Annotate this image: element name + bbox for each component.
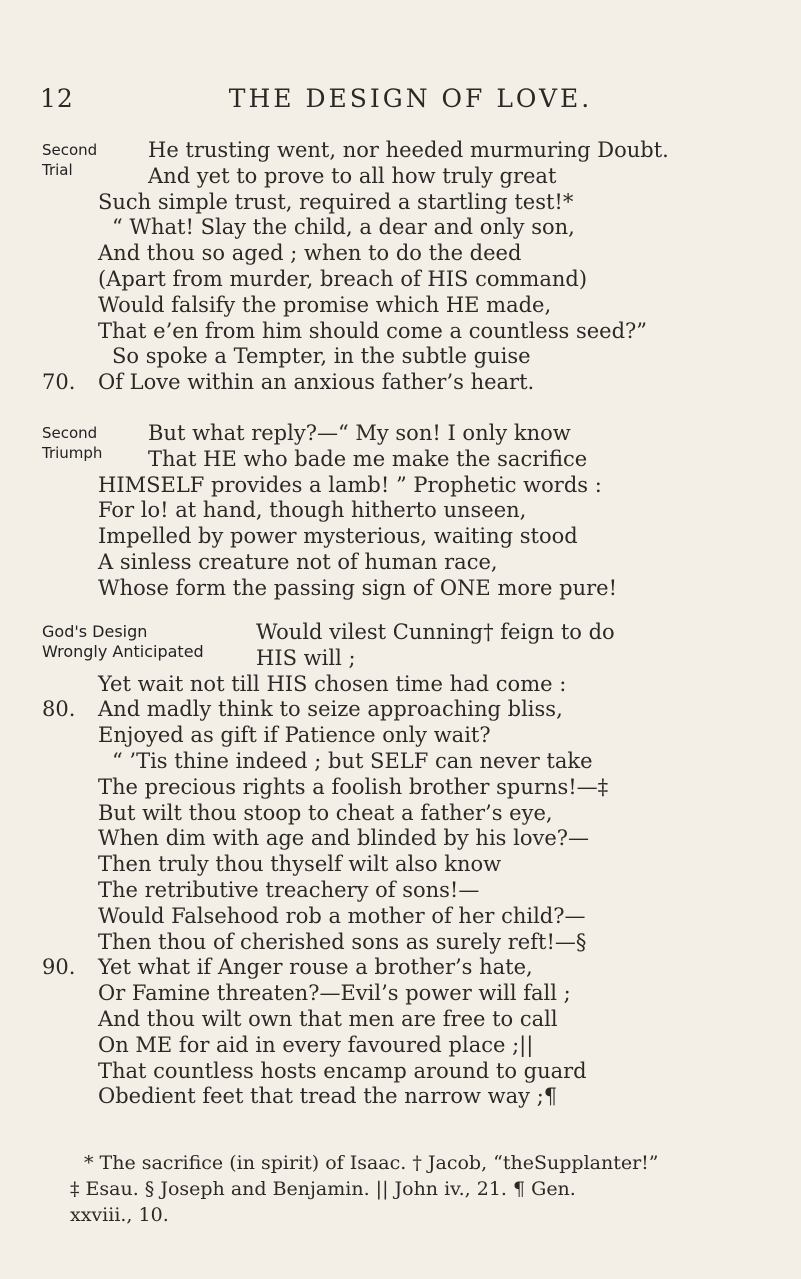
verse-line: HIMSELF provides a lamb! ” Prophetic words : (98, 472, 602, 497)
verse-line: But what reply?—“ My son! I only know (148, 421, 571, 445)
verse-line: And thou so aged ; when to do the deed (98, 241, 522, 266)
verse-line: The precious rights a foolish brother spurns!—‡ (98, 774, 609, 799)
stanza-second-trial (42, 138, 782, 396)
verse-line: That countless hosts encamp around to guard (98, 1058, 587, 1083)
page-number: 12 (40, 84, 74, 113)
verse-line: That e’en from him should come a countless seed?” (98, 318, 648, 343)
verse-line: Obedient feet that tread the narrow way ;¶ (98, 1084, 558, 1109)
stanza-second-triumph (42, 421, 782, 602)
verse-line: On ME for aid in every favoured place ;|| (98, 1032, 534, 1057)
verse-line: So spoke a Tempter, in the subtle guise (112, 344, 531, 369)
footnote-line: * The sacrifice (in spirit) of Isaac. † Jacob, “theSupplanter!” (84, 1152, 659, 1174)
verse-line: Then truly thou thyself wilt also know (98, 852, 502, 877)
verse-line: Then thou of cherished sons as surely reft!—§ (98, 929, 587, 954)
verse-line: Would vilest Cunning† feign to do (256, 620, 615, 644)
verse-line: Whose form the passing sign of ONE more pure! (98, 575, 618, 600)
verse-line: Of Love within an anxious father’s heart. (98, 370, 535, 395)
margin-note-second-triumph: Second Triumph (42, 424, 103, 462)
verse-line: A sinless creature not of human race, (98, 549, 498, 574)
running-title: THE DESIGN OF LOVE. (228, 84, 593, 113)
verse-line: Impelled by power mysterious, waiting stood (98, 524, 578, 549)
verse-line: Such simple trust, required a startling test!* (98, 189, 574, 214)
verse-line: Yet what if Anger rouse a brother’s hate, (98, 955, 533, 980)
verse-line: And yet to prove to all how truly great (148, 163, 557, 188)
verse-line: Would falsify the promise which HE made, (98, 292, 552, 317)
margin-note-gods-design: God's Design Wrongly Anticipated (42, 622, 204, 661)
verse-line: HIS will ; (256, 645, 356, 670)
line-number: 90. (42, 955, 76, 980)
verse-line: That HE who bade me make the sacrifice (148, 446, 588, 471)
verse-line: When dim with age and blinded by his love?— (98, 826, 590, 851)
verse-line: And madly think to seize approaching bliss, (98, 697, 563, 722)
verse-line: (Apart from murder, breach of HIS command) (98, 266, 588, 291)
line-number: 80. (42, 697, 76, 722)
verse-line: For lo! at hand, though hitherto unseen, (98, 498, 527, 523)
verse-line: Or Famine threaten?—Evil’s power will fall ; (98, 981, 571, 1006)
verse-line: But wilt thou stoop to cheat a father’s eye, (98, 800, 553, 825)
margin-note-second-trial: Second Trial (42, 141, 98, 179)
footnote-line: ‡ Esau. § Joseph and Benjamin. || John iv., 21. ¶ Gen. (70, 1178, 576, 1200)
verse-line: The retributive treachery of sons!— (98, 877, 480, 902)
verse-line: Yet wait not till HIS chosen time had come : (98, 671, 567, 696)
verse-line: “ ’Tis thine indeed ; but SELF can never take (112, 748, 593, 773)
verse-line: Would Falsehood rob a mother of her child?— (98, 903, 586, 928)
line-number: 70. (42, 370, 76, 395)
verse-line: Enjoyed as gift if Patience only wait? (98, 723, 491, 748)
verse-line: He trusting went, nor heeded murmuring Doubt. (148, 138, 669, 162)
stanza-gods-design (42, 620, 782, 1110)
footnote-line: xxviii., 10. (70, 1204, 169, 1226)
footnotes (70, 1150, 780, 1228)
verse-line: And thou wilt own that men are free to call (98, 1006, 558, 1031)
running-header (0, 84, 801, 124)
verse-line: “ What! Slay the child, a dear and only son, (112, 215, 575, 240)
